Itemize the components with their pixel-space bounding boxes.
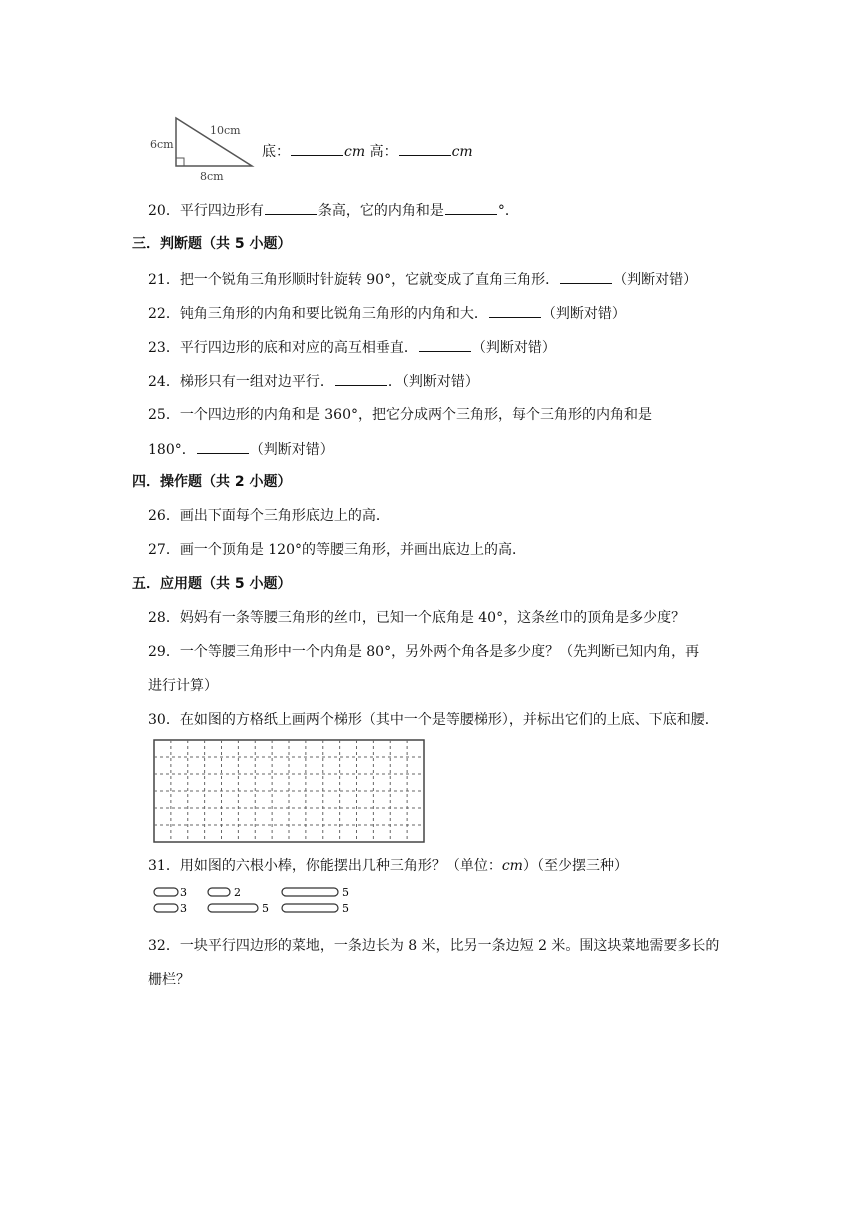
judge-hint: （判断对错） xyxy=(541,306,626,322)
q20-text-b: 条高，它的内角和是 xyxy=(317,203,444,219)
judge-hint: ．（判断对错） xyxy=(387,374,479,390)
answer-blank[interactable] xyxy=(419,337,471,352)
q21-text: 21．把一个锐角三角形顺时针旋转 90°，它就变成了直角三角形． xyxy=(148,272,560,288)
stick-3a xyxy=(154,886,187,899)
stick-5b xyxy=(208,902,269,915)
base-label: 底： xyxy=(262,144,290,160)
stick-5a xyxy=(282,886,349,899)
sticks-figure xyxy=(152,886,362,918)
judge-hint: （判断对错） xyxy=(613,272,698,288)
question-32: 32．一块平行四边形的菜地，一条边长为 8 米，比另一条边短 2 米。围这块菜地需要多长的 xyxy=(148,938,720,954)
unit-cm: cm xyxy=(344,144,366,160)
question-28: 28．妈妈有一条等腰三角形的丝巾，已知一个底角是 40°，这条丝巾的顶角是多少度？ xyxy=(148,610,686,626)
q31-text-a: 31．用如图的六根小棒，你能摆出几种三角形？（单位： xyxy=(148,858,502,874)
triangle-figure xyxy=(148,112,260,184)
height-label: 高： xyxy=(369,144,398,160)
judge-hint: （判断对错） xyxy=(471,340,556,356)
judge-hint: （判断对错） xyxy=(249,442,334,458)
answer-blank[interactable] xyxy=(335,371,387,386)
answer-blank[interactable] xyxy=(445,200,497,215)
question-21 xyxy=(148,269,697,290)
q23-text: 23．平行四边形的底和对应的高互相垂直． xyxy=(148,340,418,356)
question-24 xyxy=(148,371,479,392)
svg-text:5: 5 xyxy=(342,886,349,899)
question-25-cont xyxy=(148,439,334,460)
triangle-hyp-label: 10cm xyxy=(210,124,241,137)
triangle-left-label: 6cm xyxy=(150,138,174,151)
svg-text:3: 3 xyxy=(180,886,187,899)
stick-2 xyxy=(208,886,241,899)
answer-blank[interactable] xyxy=(560,269,612,284)
question-32-cont: 栅栏？ xyxy=(148,972,190,988)
q20-text-c: °． xyxy=(497,203,519,219)
answer-blank[interactable] xyxy=(291,141,343,156)
section-heading-3: 三．判断题（共 5 小题） xyxy=(132,236,292,252)
answer-blank[interactable] xyxy=(265,200,317,215)
unit-cm: cm xyxy=(451,144,473,160)
question-31 xyxy=(148,856,628,876)
answer-blank[interactable] xyxy=(197,439,249,454)
q20-text-a: 20．平行四边形有 xyxy=(148,203,264,219)
question-30: 30．在如图的方格纸上画两个梯形（其中一个是等腰梯形），并标出它们的上底、下底和腰． xyxy=(148,712,719,728)
q25-text-a: 25．一个四边形的内角和是 360°，把它分成两个三角形，每个三角形的内角和是 xyxy=(148,407,652,423)
svg-text:5: 5 xyxy=(342,902,349,915)
stick-3b xyxy=(154,902,187,915)
answer-blank[interactable] xyxy=(399,141,451,156)
svg-text:2: 2 xyxy=(234,886,241,899)
grid-paper xyxy=(153,739,427,845)
q25-text-b: 180°． xyxy=(148,442,196,458)
unit-cm: cm xyxy=(501,858,523,874)
question-27: 27．画一个顶角是 120°的等腰三角形，并画出底边上的高． xyxy=(148,542,526,558)
triangle-bottom-label: 8cm xyxy=(200,170,224,183)
question-20 xyxy=(148,200,519,221)
svg-text:5: 5 xyxy=(262,902,269,915)
q24-text: 24．梯形只有一组对边平行． xyxy=(148,374,334,390)
q22-text: 22．钝角三角形的内角和要比锐角三角形的内角和大． xyxy=(148,306,488,322)
q31-text-b: ）（至少摆三种） xyxy=(522,858,628,874)
svg-text:3: 3 xyxy=(180,902,187,915)
question-23 xyxy=(148,337,556,358)
section-heading-5: 五．应用题（共 5 小题） xyxy=(132,576,292,592)
question-29: 29．一个等腰三角形中一个内角是 80°，另外两个角各是多少度？（先判断已知内角，再 xyxy=(148,644,700,660)
question-26: 26．画出下面每个三角形底边上的高． xyxy=(148,508,390,524)
answer-blank[interactable] xyxy=(489,303,541,318)
question-22 xyxy=(148,303,626,324)
question-19-answer xyxy=(262,141,473,162)
section-heading-4: 四．操作题（共 2 小题） xyxy=(132,474,292,490)
question-29-cont: 进行计算） xyxy=(148,678,218,694)
stick-5c xyxy=(282,902,349,915)
question-25 xyxy=(148,405,652,425)
